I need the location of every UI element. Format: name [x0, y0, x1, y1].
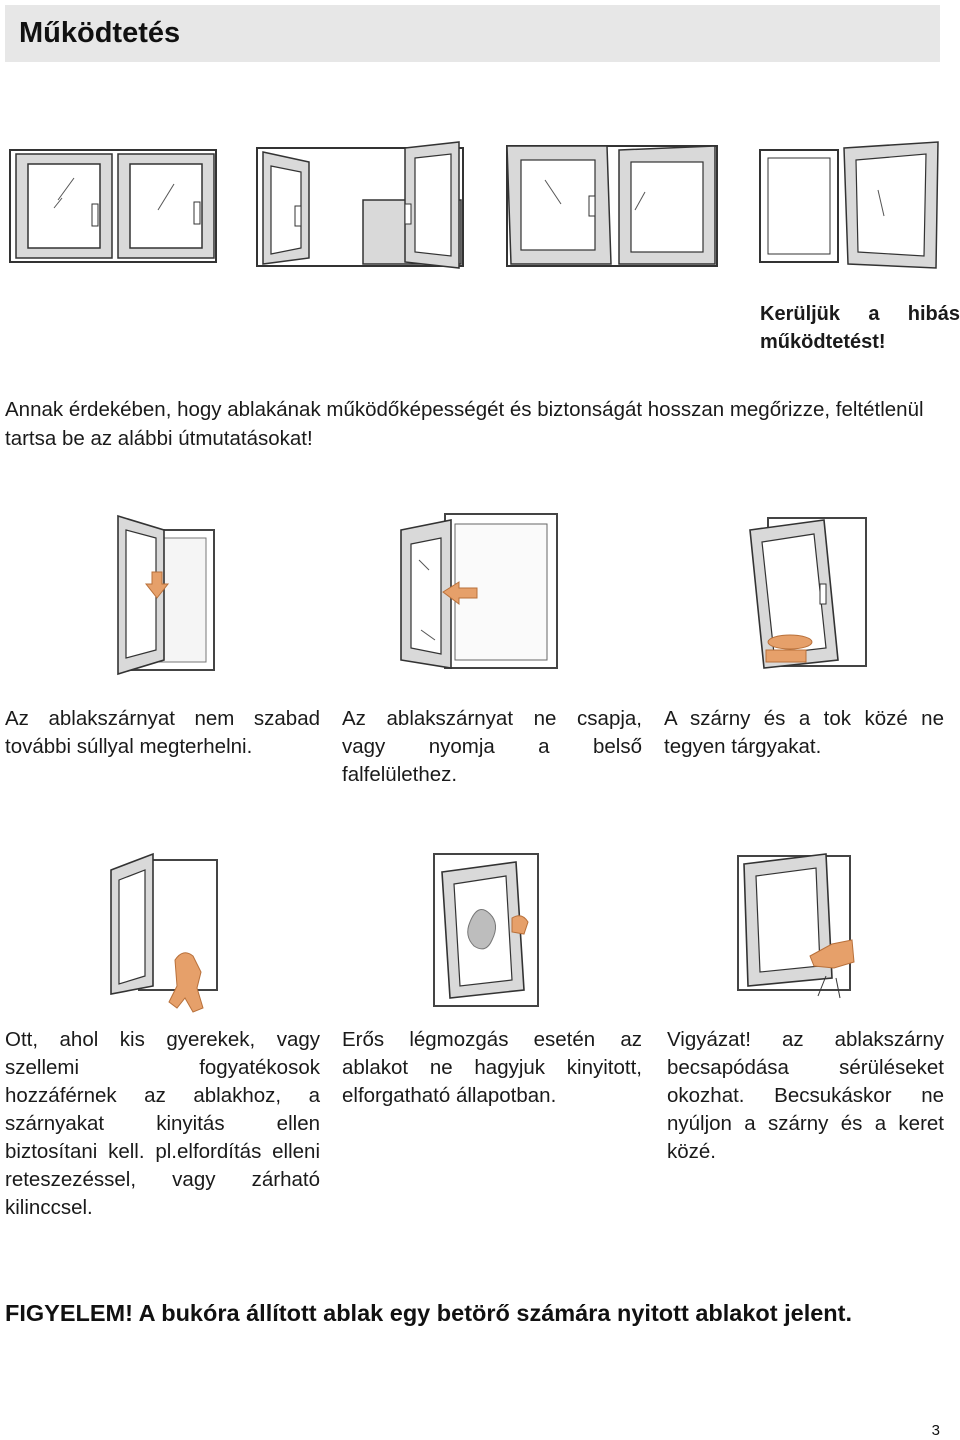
- hand-pinch-icon: [722, 840, 862, 1015]
- rule-caption: Az ablakszárnyat nem szabad további súllyal megterhelni.: [5, 707, 320, 758]
- rule-caption: Erős légmozgás esetén az ablakot ne hagyjuk kinyitott, elforgatható állapotban.: [342, 1028, 642, 1107]
- window-sash-removed-icon: [758, 140, 943, 275]
- sash-push-wall-icon: [393, 500, 568, 680]
- wind-draft-icon: [420, 842, 550, 1017]
- warning-word-2: a: [868, 303, 880, 325]
- window-tilt-open-icon: [505, 140, 720, 275]
- rule-caption: Ott, ahol kis gyerekek, vagy szellemi fogyatékosok hozzáférnek az ablakhoz, a szárnyakat kinyitás ellen biztosítani kell. pl.elfordítás elleni reteszezéssel, vagy zárható kilinccsel.: [5, 1028, 320, 1219]
- rule-caption: Vigyázat! az ablakszárny becsapódása sérüléseket okozhat. Becsukáskor ne nyúljon a szárny és a keret közé.: [667, 1028, 944, 1163]
- window-turn-open-icon: [255, 140, 465, 275]
- warning-text: [760, 300, 960, 356]
- warning-word-3: hibás: [907, 303, 960, 325]
- security-alert: FIGYELEM! A bukóra állított ablak egy betörő számára nyitott ablakot jelent.: [5, 1300, 853, 1326]
- warning-word-1: Kerüljük: [760, 303, 841, 325]
- warning-line-2: működtetést!: [760, 331, 886, 353]
- intro-paragraph: Annak érdekében, hogy ablakának működőképességét és biztonságát hosszan megőrizze, feltétlenül tartsa be az alábbi útmutatásokat!: [5, 398, 924, 450]
- object-in-gap-icon: [744, 500, 874, 680]
- rule-caption: Az ablakszárnyat ne csapja, vagy nyomja a belső falfelülethez.: [342, 707, 642, 786]
- rule-caption: A szárny és a tok közé ne tegyen tárgyakat.: [664, 707, 944, 758]
- section-header: [5, 5, 940, 62]
- page-number: 3: [931, 1422, 940, 1439]
- child-safety-icon: [105, 848, 225, 1016]
- window-closed-icon: [8, 140, 218, 270]
- sash-weight-load-icon: [88, 502, 238, 680]
- page-title: Működtetés: [19, 17, 181, 49]
